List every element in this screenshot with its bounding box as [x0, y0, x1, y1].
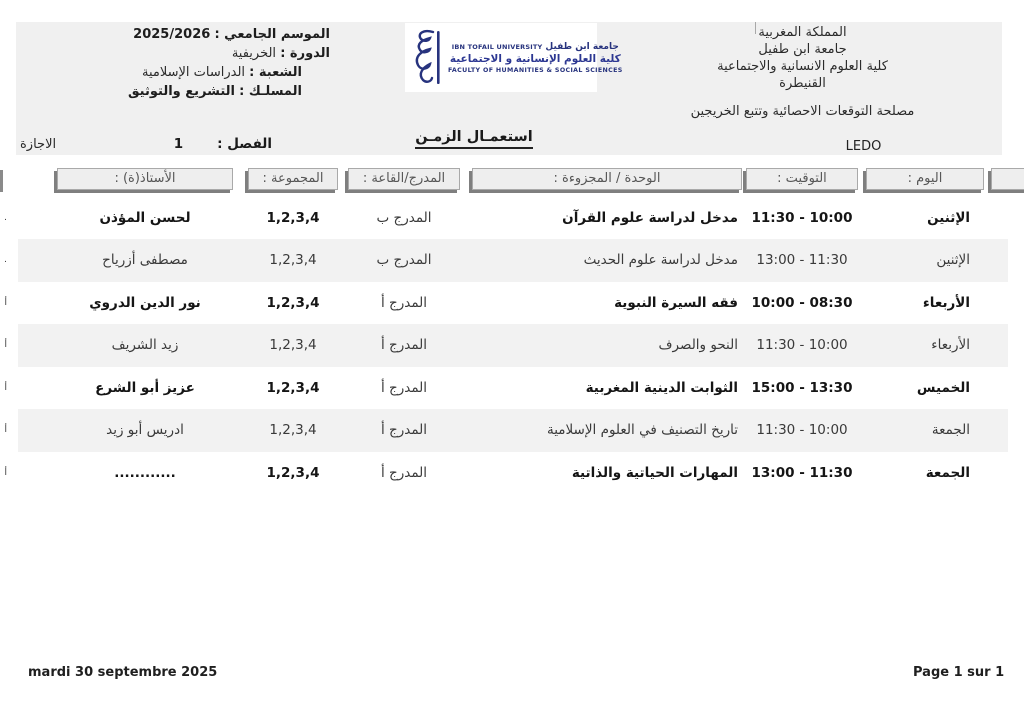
session-value: الخريفية [231, 46, 277, 61]
track-value: التشريع والتوثيق [127, 84, 235, 99]
clipped-edge-fragment: أ [4, 425, 7, 435]
room-cell: المدرج أ [380, 337, 428, 353]
branch-label: الشعبة : [249, 65, 302, 80]
time-cell: 13:00 - 11:30 [751, 464, 853, 481]
branch-line [30, 63, 330, 82]
column-header-time: التوقيت : [746, 168, 858, 190]
unit-cell: فقه السيرة النبوية [614, 294, 738, 311]
unit-cell: تاريخ التصنيف في العلوم الإسلامية [546, 422, 738, 438]
time-cell: 10:00 - 08:30 [751, 294, 853, 311]
column-header-day: اليوم : [866, 168, 984, 190]
table-row [0, 451, 1024, 494]
time-cell: 11:30 - 10:00 [751, 209, 853, 226]
professor-cell: نور الدين الدروي [89, 294, 201, 311]
logo-university-en: IBN TOFAIL UNIVERSITY [451, 42, 543, 51]
logo-faculty-en: FACULTY OF HUMANITIES & SOCIAL SCIENCES [448, 66, 623, 74]
group-cell: 1,2,3,4 [266, 294, 320, 311]
room-cell: المدرج ب [376, 252, 432, 268]
professor-cell: ادريس أبو زيد [106, 422, 184, 438]
column-header-group: المجموعة : [248, 168, 338, 190]
column-header-room: المدرج/القاعة : [348, 168, 460, 190]
department-code: LEDO [845, 139, 882, 154]
university-logo-text [448, 42, 623, 74]
unit-cell: النحو والصرف [658, 337, 738, 353]
city-line: القنيطرة [779, 76, 826, 91]
table-row [0, 281, 1024, 324]
time-cell: 15:00 - 13:30 [751, 379, 853, 396]
branch-value: الدراسات الإسلامية [141, 65, 246, 80]
university-logo [405, 23, 623, 92]
academic-info-block [30, 25, 330, 101]
unit-cell: المهارات الحياتية والذاتية [571, 464, 738, 481]
logo-faculty-ar: كلية العلوم الإنسانية و الاجتماعية [449, 52, 621, 65]
room-cell: المدرج أ [380, 464, 428, 481]
ministry-block [655, 24, 950, 120]
logo-university-ar: جامعة ابن طفيل [545, 41, 619, 52]
table-row [0, 409, 1024, 452]
day-cell: الأربعاء [922, 294, 970, 311]
professor-cell: عزيز أبو الشرع [95, 379, 195, 396]
university-line: جامعة ابن طفيل [758, 42, 847, 57]
day-cell: الأربعاء [931, 337, 970, 353]
season-label: الموسم الجامعي : [214, 27, 330, 42]
room-cell: المدرج أ [380, 422, 428, 438]
semester-value: 1 [173, 136, 184, 152]
university-logo-icon [409, 28, 443, 88]
day-cell: الجمعة [931, 422, 970, 438]
column-header-professor: الأستاذ(ة) : [57, 168, 233, 190]
table-row [0, 366, 1024, 409]
clipped-edge-fragment: أ [4, 340, 7, 350]
clipped-edge-fragment: أ [4, 467, 7, 478]
clipped-header-cell-left [0, 170, 3, 192]
table-row [0, 324, 1024, 367]
unit-cell: مدخل لدراسة علوم الحديث [583, 252, 738, 268]
clipped-header-cell-right [991, 168, 1024, 190]
group-cell: 1,2,3,4 [266, 379, 320, 396]
logo-line-university [452, 42, 619, 52]
professor-cell: مصطفى أزرياح [102, 252, 188, 268]
session-label: الدورة : [280, 46, 330, 61]
unit-cell: مدخل لدراسة علوم القرآن [562, 209, 738, 226]
room-cell: المدرج ب [376, 209, 432, 226]
day-cell: الإثنين [936, 252, 970, 268]
day-cell: الجمعة [925, 464, 970, 481]
table-row [0, 196, 1024, 239]
service-line: مصلحة التوقعات الاحصائية وتتبع الخريجين [690, 104, 915, 119]
footer-page-number: Page 1 sur 1 [913, 665, 1005, 680]
clipped-edge-fragment: . [4, 255, 7, 265]
footer-date: mardi 30 septembre 2025 [28, 665, 218, 680]
session-line [30, 44, 330, 63]
semester-row [174, 136, 272, 152]
unit-cell: الثوابت الدينية المغربية [585, 379, 738, 396]
room-cell: المدرج أ [380, 379, 428, 396]
group-cell: 1,2,3,4 [266, 209, 320, 226]
time-cell: 13:00 - 11:30 [756, 252, 848, 268]
clipped-edge-fragment: أ [4, 297, 7, 308]
group-cell: 1,2,3,4 [269, 252, 317, 268]
clipped-edge-fragment: . [4, 212, 7, 223]
time-cell: 11:30 - 10:00 [756, 422, 848, 438]
day-cell: الخميس [916, 379, 970, 396]
professor-cell: زيد الشريف [111, 337, 179, 353]
group-cell: 1,2,3,4 [269, 422, 317, 438]
group-cell: 1,2,3,4 [266, 464, 320, 481]
time-cell: 11:30 - 10:00 [756, 337, 848, 353]
faculty-line: كلية العلوم الانسانية والاجتماعية [717, 59, 888, 74]
group-cell: 1,2,3,4 [269, 337, 317, 353]
column-header-unit: الوحدة / المجزوءة : [472, 168, 742, 190]
season-value: 2025/2026 [133, 27, 211, 42]
page-title: استعمـال الزمـن [400, 129, 548, 145]
track-label: المسلـك : [239, 84, 302, 99]
day-cell: الإثنين [927, 209, 970, 226]
room-cell: المدرج أ [380, 294, 428, 311]
degree-label: الاجازة [20, 137, 57, 152]
track-line [30, 82, 330, 101]
professor-cell: لحسن المؤذن [99, 209, 191, 226]
season-line [30, 25, 330, 44]
kingdom-line: المملكة المغربية [758, 25, 847, 40]
clipped-edge-fragment: أ [4, 382, 7, 393]
professor-cell: ............ [114, 464, 176, 481]
table-row [0, 239, 1024, 282]
semester-label: الفصل : [217, 136, 272, 152]
